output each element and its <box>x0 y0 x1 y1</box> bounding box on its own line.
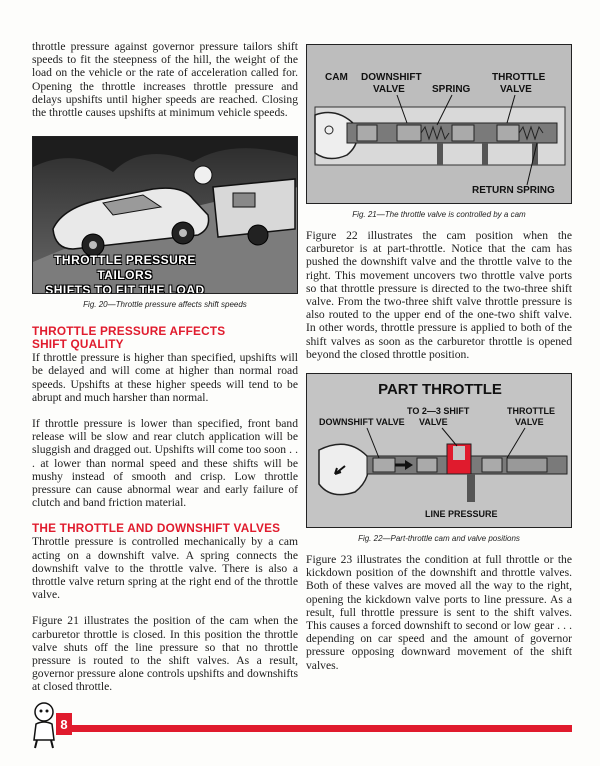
heading-line-2: SHIFT QUALITY <box>32 337 124 352</box>
label-downshift-1: DOWNSHIFT <box>361 72 422 83</box>
shift-quality-paragraph-1: If throttle pressure is higher than specified, upshifts will be delayed and will come at higher than normal road speeds. Upshifts at these higher speeds will tend to be abrupt and much harsher than normal. <box>32 351 298 404</box>
sign-line-2: SHIFTS TO FIT THE LOAD <box>45 283 205 295</box>
figure-20 <box>32 136 298 294</box>
figure-22-caption: Fig. 22—Part-throttle cam and valve positions <box>358 534 520 544</box>
label-to-shift-1: TO 2—3 SHIFT <box>407 406 470 417</box>
figure-20-caption: Fig. 20—Throttle pressure affects shift speeds <box>83 300 247 310</box>
shift-quality-paragraph-2: If throttle pressure is lower than specified, front band release will be slow and rear clutch application will be sluggish and dragged out. Upshifts will come too soon . . . at lower than normal speed and these shifts will be mushy instead of smooth and crisp. Low throttle pressure can cause abnormal wear and early failure of clutch and band friction material. <box>32 417 298 510</box>
heading-line-1: THROTTLE PRESSURE AFFECTS <box>32 324 226 339</box>
throttle-downshift-paragraph-1: Throttle pressure is controlled mechanically by a cam acting on a downshift valve. A spring connects the downshift valve to the throttle valve. There is also a throttle valve return spring at the right end of the throttle valve. <box>32 535 298 602</box>
label-throttle-1: THROTTLE <box>492 72 546 83</box>
closed-throttle-valve-diagram <box>307 45 572 204</box>
figure-21 <box>306 44 572 204</box>
part-throttle-paragraph: Figure 22 illustrates the cam position when the carburetor is at part-throttle. Notice that the cam has pushed the downshift valve and the throttle valve to the right. This movement uncovers two throttle valve ports so that throttle pressure is directed to the two-three shift valve. From the two-three shift valve throttle pressure is also routed to the upper end of the one-two shift valve. In other words, throttle pressure is applied to both of the shift valves as soon as the carburetor throttle is opened beyond the closed throttle position. <box>306 229 572 361</box>
label-downshift: DOWNSHIFT VALVE <box>319 417 405 428</box>
figure-22-title: PART THROTTLE <box>378 381 502 399</box>
figure-22 <box>306 373 572 528</box>
label-line-pressure: LINE PRESSURE <box>425 509 498 520</box>
label-to-shift-2: VALVE <box>419 417 448 428</box>
intro-paragraph: throttle pressure against governor pressure tailors shift speeds to fit the steepness of the hill, the weight of the load on the vehicle or the rate of acceleration called for. Opening the throttle increases throttle pressure and delays upshifts until higher speeds are reached. Closing the throttle causes upshifts at minimum vehicle speeds. <box>32 40 298 120</box>
right-column <box>306 44 572 672</box>
footer-rule <box>62 725 572 732</box>
label-cam: CAM <box>325 72 348 83</box>
left-column <box>32 40 298 694</box>
label-return-spring: RETURN SPRING <box>472 185 555 196</box>
section-heading-throttle-downshift: THE THROTTLE AND DOWNSHIFT VALVES <box>32 521 281 536</box>
throttle-downshift-paragraph-2: Figure 21 illustrates the position of the cam when the carburetor throttle is closed. In this position the throttle valve shuts off the line pressure so that no throttle pressure is routed to the shift valves. As a result, governor pressure alone controls upshifts and downshifts at closed throttle. <box>32 614 298 694</box>
part-throttle-valve-diagram <box>307 374 572 528</box>
page-number: 8 <box>56 713 72 735</box>
label-throttle-1: THROTTLE <box>507 406 555 417</box>
figure-20-sign <box>45 253 205 294</box>
full-throttle-paragraph: Figure 23 illustrates the condition at full throttle or the kickdown position of the downshift and throttle valves. Both of these valves are moved all the way to the right, opening the kickdown valve ports to line pressure. As a result, full throttle pressure is sent to the shift valves. This causes a forced downshift to second or low gear . . . depending on car speed and the amount of governor pressure opposing downward movement of the shift valves. <box>306 553 572 672</box>
label-throttle-2: VALVE <box>515 417 544 428</box>
figure-21-caption: Fig. 21—The throttle valve is controlled by a cam <box>352 210 526 219</box>
label-spring: SPRING <box>432 84 471 95</box>
sign-line-1: THROTTLE PRESSURE TAILORS <box>54 253 196 283</box>
label-throttle-2: VALVE <box>500 84 532 95</box>
label-downshift-2: VALVE <box>373 84 405 95</box>
section-heading-shift-quality <box>32 325 298 351</box>
